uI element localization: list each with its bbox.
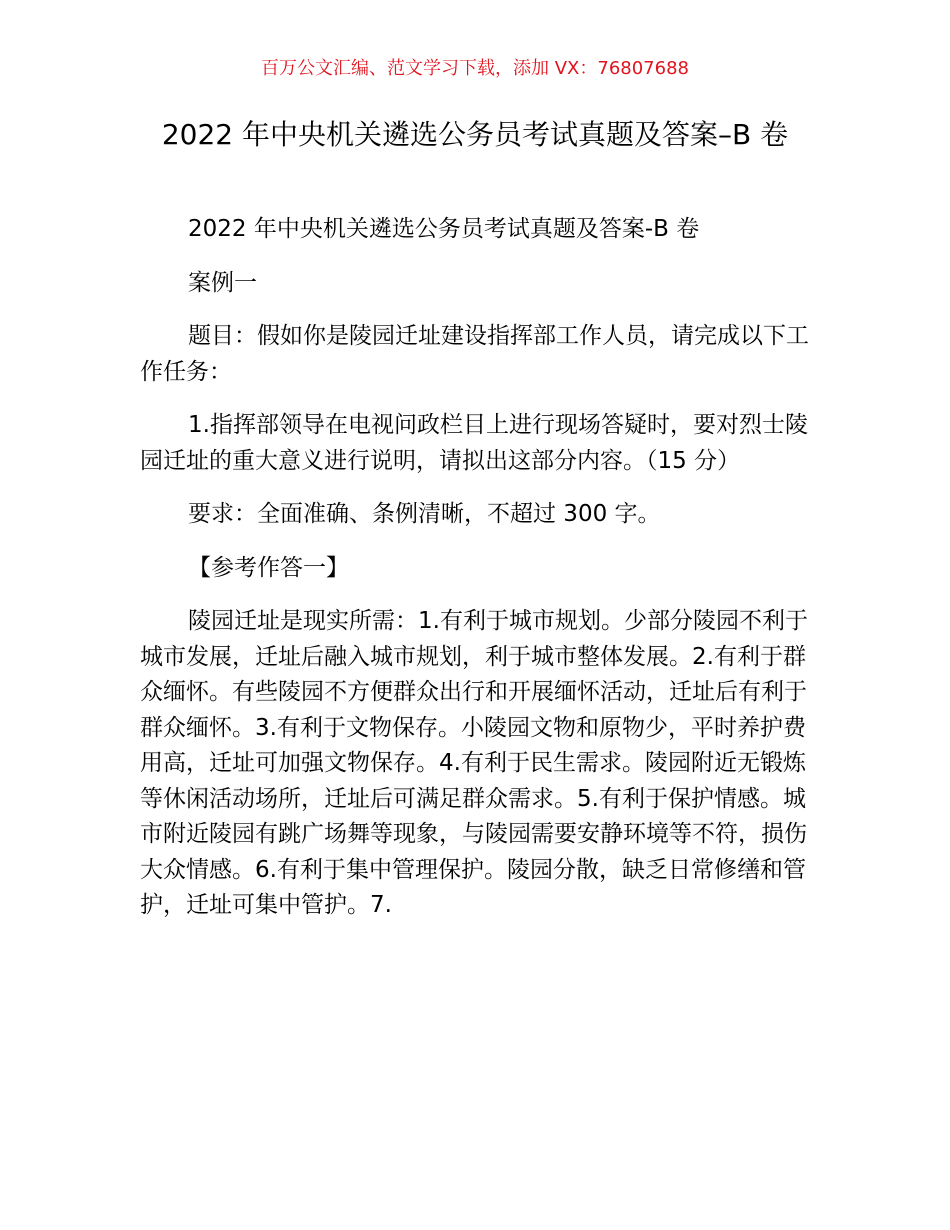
paragraph-case-heading: 案例一 [188, 269, 257, 296]
paragraph-subtitle: 2022 年中央机关遴选公务员考试真题及答案-B 卷 [188, 216, 700, 242]
paragraph-requirement: 要求：全面准确、条例清晰，不超过 300 字。 [188, 501, 661, 527]
paragraph-answer-body: 陵园迁址是现实所需：1.有利于城市规划。少部分陵园不利于城市发展，迁址后融入城市规划，利于城市整体发展。2.有利于群众缅怀。有些陵园不方便群众出行和开展缅怀活动，迁址后有利于群众缅怀。3.有利于文物保存。小陵园文物和原物少，平时养护费用高，迁址可加强文物保存。4.有利于民生需求。陵园附近无锻炼等休闲活动场所，迁址后可满足群众需求。5.有利于保护情感。城市附近陵园有跳广场舞等现象，与陵园需要安静环境等不符，损伤大众情感。6.有利于集中管理保护。陵园分散，缺乏日常修缮和管护，迁址可集中管护。7. [140, 608, 808, 918]
paragraph-question-intro: 题目：假如你是陵园迁址建设指挥部工作人员，请完成以下工作任务： [140, 323, 809, 385]
header-watermark-text: 百万公文汇编、范文学习下载，添加 VX：76807688 [261, 58, 689, 79]
paragraph-question-1: 1.指挥部领导在电视问政栏目上进行现场答疑时，要对烈士陵园迁址的重大意义进行说明，请拟出这部分内容。（15 分） [140, 412, 808, 474]
document-title: 2022 年中央机关遴选公务员考试真题及答案–B 卷 [161, 118, 789, 151]
document-body [140, 212, 814, 942]
paragraph-answer-heading: 【参考作答一】 [188, 554, 349, 581]
